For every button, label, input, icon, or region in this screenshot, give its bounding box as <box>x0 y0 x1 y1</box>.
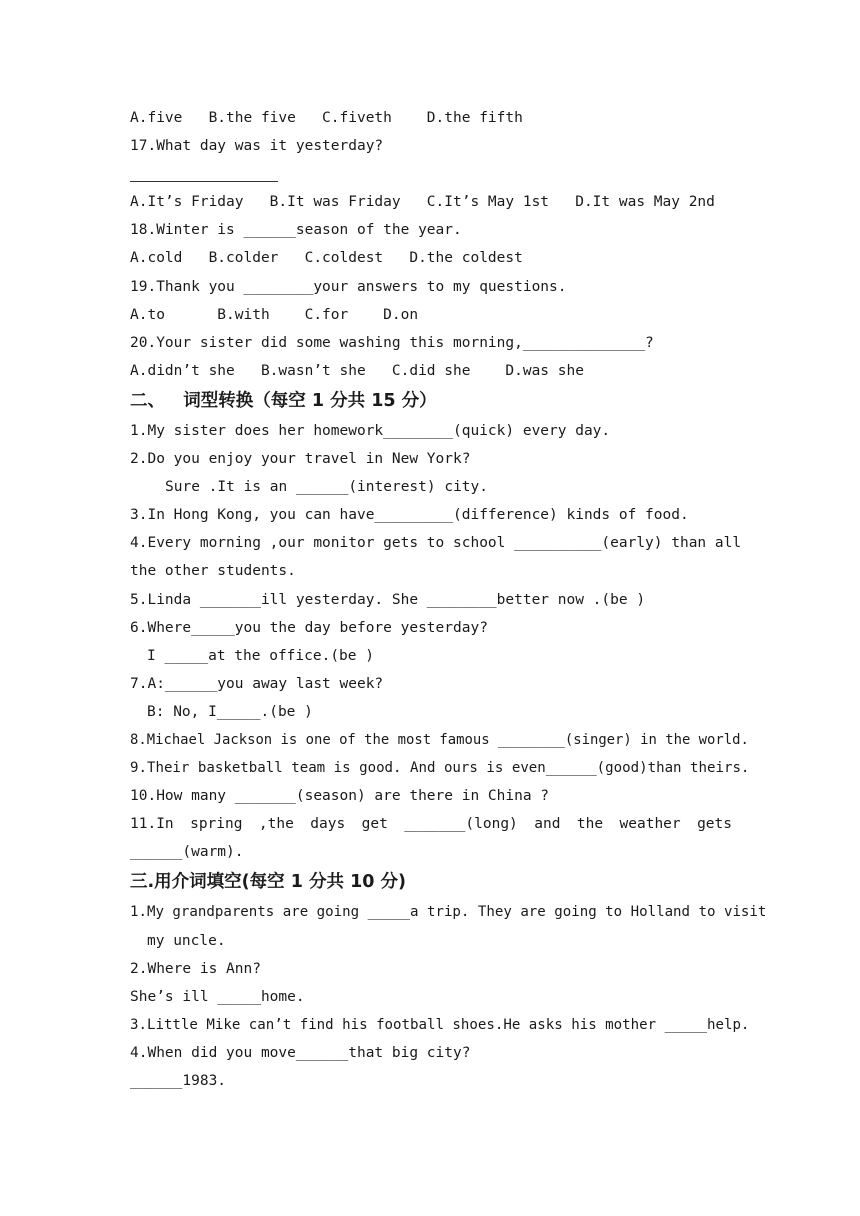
q17-options: A.It’s Friday B.It was Friday C.It’s May 1st D.It was May 2nd <box>130 194 715 211</box>
s2-item-2: 2.Do you enjoy your travel in New York? <box>130 451 471 468</box>
s2-item-4-cont: the other students. <box>130 563 296 580</box>
s2-item-7: 7.A:______you away last week? <box>130 675 384 692</box>
s2-item-1: 1.My sister does her homework________(quick) every day. <box>130 422 611 439</box>
q17-answer-blank <box>130 160 732 188</box>
q18-question: 18.Winter is ______season of the year. <box>130 222 462 239</box>
q19-options: A.to B.with C.for D.on <box>130 306 419 323</box>
q17-question: 17.What day was it yesterday? <box>130 138 384 155</box>
section-2-heading: 二、 词型转换（每空 1 分共 15 分） <box>130 390 437 411</box>
s3-item-4: 4.When did you move______that big city? <box>130 1044 471 1061</box>
worksheet-page <box>130 104 767 1095</box>
s2-item-11: 11.In spring ,the days get _______(long) and the weather gets <box>130 816 732 833</box>
s3-item-1-cont: my uncle. <box>147 932 226 949</box>
q18-options: A.cold B.colder C.coldest D.the coldest <box>130 250 523 267</box>
s3-item-1: 1.My grandparents are going _____a trip. They are going to Holland to visit <box>130 904 767 921</box>
s2-item-7-answer: B: No, I_____.(be ) <box>147 703 313 720</box>
s2-item-11-cont: ______(warm). <box>130 844 244 861</box>
s2-item-6-answer: I _____at the office.(be ) <box>147 647 374 664</box>
s3-item-3: 3.Little Mike can’t find his football shoes.He asks his mother _____help. <box>130 1016 750 1033</box>
s3-item-4-answer: ______1983. <box>130 1073 227 1089</box>
s2-item-6: 6.Where_____you the day before yesterday? <box>130 619 488 636</box>
q16-options: A.five B.the five C.fiveth D.the fifth <box>130 110 523 126</box>
s2-item-10: 10.How many _______(season) are there in China ? <box>130 788 550 805</box>
section-3-heading: 三.用介词填空(每空 1 分共 10 分) <box>130 872 407 893</box>
q20-question: 20.Your sister did some washing this morning,______________? <box>130 334 654 351</box>
s2-item-8: 8.Michael Jackson is one of the most famous ________(singer) in the world. <box>130 731 749 748</box>
s3-item-2: 2.Where is Ann? <box>130 960 261 977</box>
s2-item-9: 9.Their basketball team is good. And ours is even______(good)than theirs. <box>130 760 750 777</box>
q19-question: 19.Thank you ________your answers to my questions. <box>130 278 567 295</box>
s2-item-2-answer: Sure .It is an ______(interest) city. <box>165 479 489 496</box>
s2-item-5: 5.Linda _______ill yesterday. She ________better now .(be ) <box>130 591 646 608</box>
s2-item-4: 4.Every morning ,our monitor gets to school __________(early) than all <box>130 535 742 552</box>
s2-item-3: 3.In Hong Kong, you can have_________(difference) kinds of food. <box>130 507 689 524</box>
s3-item-2-answer: She’s ill _____home. <box>130 988 305 1005</box>
q20-options: A.didn’t she B.wasn’t she C.did she D.was she <box>130 362 584 379</box>
